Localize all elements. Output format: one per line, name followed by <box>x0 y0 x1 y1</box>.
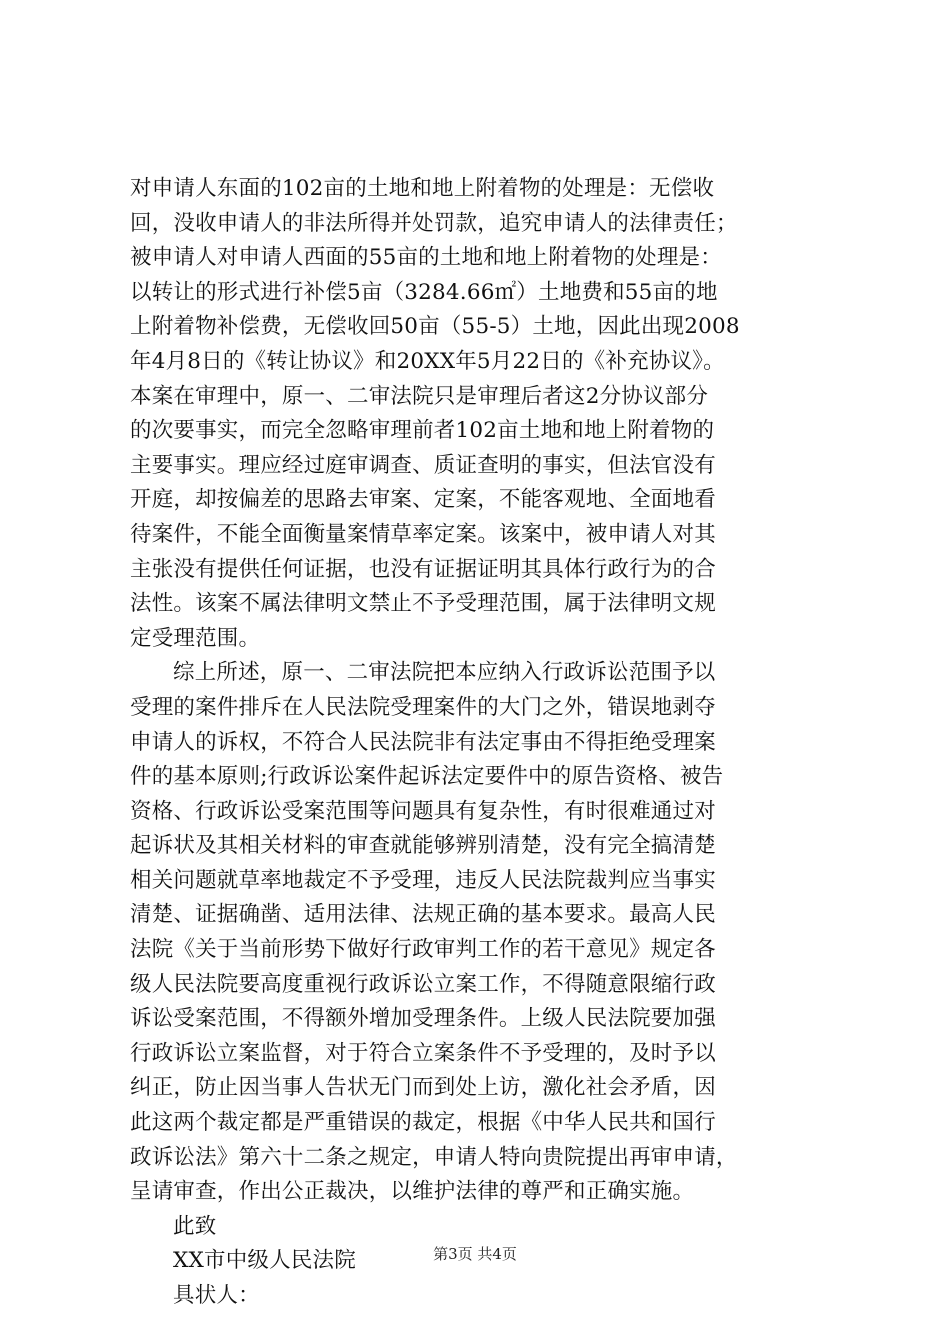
text-line: 对申请人东面的102亩的土地和地上附着物的处理是：无偿收 <box>130 176 715 201</box>
text-line: 起诉状及其相关材料的审查就能够辨别清楚，没有完全搞清楚 <box>130 833 716 859</box>
text-line: 主张没有提供任何证据，也没有证据证明其具体行政行为的合 <box>130 556 716 582</box>
text-line: 行政诉讼立案监督，对于符合立案条件不予受理的，及时予以 <box>130 1040 716 1066</box>
text-line: 诉讼受案范围，不得额外增加受理条件。上级人民法院要加强 <box>130 1006 716 1032</box>
text-line: 被申请人对申请人西面的55亩的土地和地上附着物的处理是： <box>130 245 722 271</box>
text-line: 资格、行政诉讼受案范围等问题具有复杂性，有时很难通过对 <box>130 798 716 824</box>
text-line: 清楚、证据确凿、适用法律、法规正确的基本要求。最高人民 <box>130 902 716 928</box>
text-line: 呈请审查，作出公正裁决，以维护法律的尊严和正确实施。 <box>130 1179 695 1205</box>
text-line: 本案在审理中，原一、二审法院只是审理后者这2分协议部分 <box>130 383 709 409</box>
text-line: 待案件，不能全面衡量案情草率定案。该案中，被申请人对其 <box>130 521 716 547</box>
text-line: 纠正，防止因当事人告状无门而到处上访，激化社会矛盾，因 <box>130 1075 716 1101</box>
paragraph-first-line: 综上所述，原一、二审法院把本应纳入行政诉讼范围予以 <box>173 660 716 686</box>
text-line: 政诉讼法》第六十二条之规定，申请人特向贵院提出再审申请， <box>130 1144 738 1170</box>
page-number-footer: 第3页 共4页 <box>433 1245 517 1263</box>
signatory-label: 具状人： <box>173 1283 260 1308</box>
document-body <box>130 172 830 1314</box>
text-line: 此这两个裁定都是严重错误的裁定，根据《中华人民共和国行 <box>130 1110 716 1136</box>
text-line: 受理的案件排斥在人民法院受理案件的大门之外，错误地剥夺 <box>130 694 716 720</box>
text-line: 回，没收申请人的非法所得并处罚款，追究申请人的法律责任； <box>130 210 738 236</box>
text-line: 相关问题就草率地裁定不予受理，违反人民法院裁判应当事实 <box>130 867 716 893</box>
text-line: 年4月8日的《转让协议》和20XX年5月22日的《补充协议》。 <box>130 348 725 374</box>
text-line: 上附着物补偿费，无偿收回50亩（55-5）土地，因此出现2008 <box>130 314 740 340</box>
text-line: 的次要事实，而完全忽略审理前者102亩土地和地上附着物的 <box>130 418 715 444</box>
text-line: 申请人的诉权，不符合人民法院非有法定事由不得拒绝受理案 <box>130 729 716 755</box>
text-line: 主要事实。理应经过庭审调查、质证查明的事实，但法官没有 <box>130 452 716 478</box>
text-line: 级人民法院要高度重视行政诉讼立案工作，不得随意限缩行政 <box>130 971 716 997</box>
text-line: 定受理范围。 <box>130 625 261 651</box>
text-line: 开庭，却按偏差的思路去审案、定案，不能客观地、全面地看 <box>130 487 716 513</box>
text-line: 法性。该案不属法律明文禁止不予受理范围，属于法律明文规 <box>130 591 716 617</box>
text-line: 件的基本原则;行政诉讼案件起诉法定要件中的原告资格、被告 <box>130 764 724 790</box>
text-line: 以转让的形式进行补偿5亩（3284.66㎡）土地费和55亩的地 <box>130 279 718 305</box>
text-line: 法院《关于当前形势下做好行政审判工作的若干意见》规定各 <box>130 937 716 963</box>
salutation: 此致 <box>173 1213 217 1239</box>
recipient-court: XX市中级人民法院 <box>173 1248 356 1274</box>
